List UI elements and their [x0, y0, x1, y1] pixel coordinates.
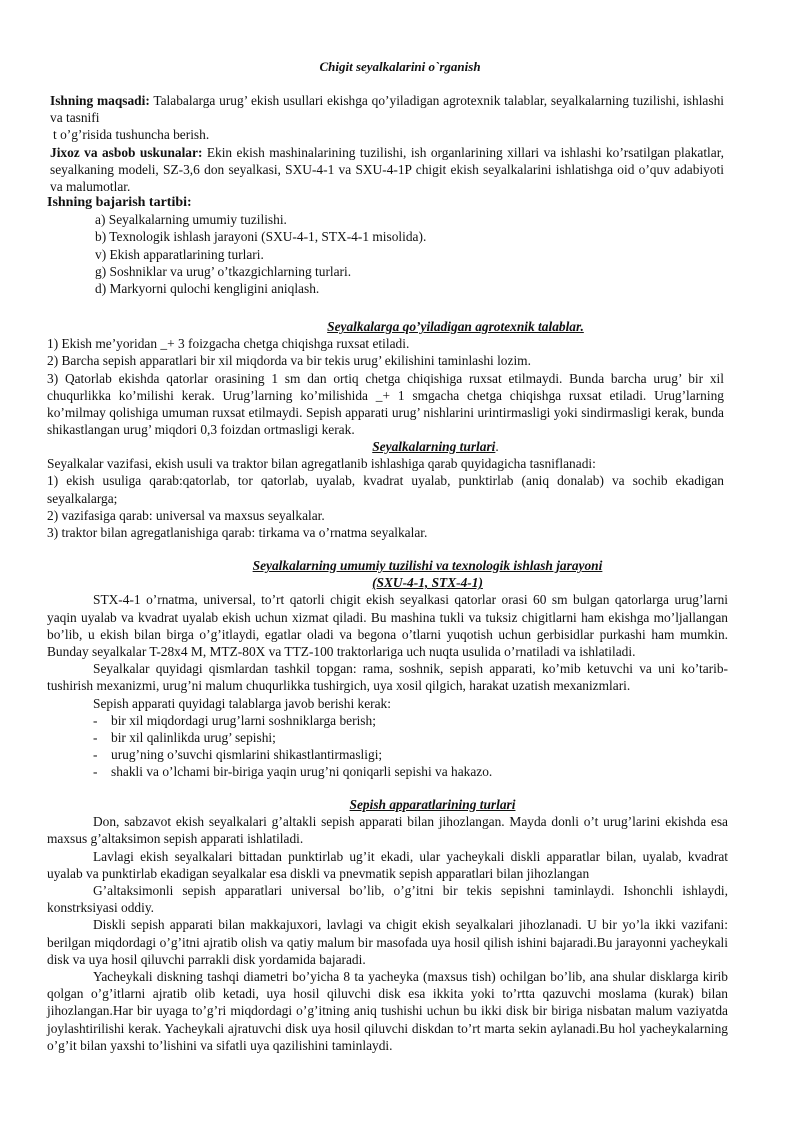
intro-section: [50, 92, 724, 195]
document-title: Chigit seyalkalarini o`rganish: [319, 59, 481, 74]
requirement-2: 2) Barcha sepish apparatlari bir xil miqdorda va bir tekis urug’ ekilishini taminlashi lozim.: [47, 353, 531, 369]
apparatus-paragraph-5: Yacheykali diskning tashqi diametri bo’yicha 8 ta yacheyka (maxsus tish) ochilgan bo’lib, ana shular disklarga kirib qolgan o’g’itlarni ajratib olib ketadi, uya hosil qiluvchi disk esa ikkita yoki to’rtta qazuvchi moslama (kurak) bilan jihozlangan.Har bir uyaga to’g’ri miqdordagi o’g’itning aniq tushishi uchun bu ikki disk bir biriga nisbatan malum vaziyatda joylashtirilishi kerak. Yacheykali ajratuvchi disk uya hosil qiluvchi diskdan to’rt marta sekin aylanadi.Bu hol yacheykalarning o’g’it bilan yaxshi to’lishini va sifatli uya qazilishini taminlaydi.: [47, 969, 728, 1053]
structure-heading-2: (SXU-4-1, STX-4-1): [372, 575, 483, 591]
apparatus-paragraph-4: Diskli sepish apparati bilan makkajuxori, lavlagi va chigit ekish seyalkalari jihozlanadi. U bir yo’la ikki vazifani: berilgan miqdordagi o’g’itni ajratib olish va qatiy malum bir masofada uya hosil qilish ishini bajaradi.Bu jarayonni yacheykali disk va uya hosil qiluvchi parrakli disk yordamida bajaradi.: [47, 917, 728, 967]
types-item-2: 2) vazifasiga qarab: universal va maxsus seyalkalar.: [47, 507, 325, 523]
types-heading: Seyalkalarning turlari.: [372, 439, 499, 454]
types-intro: Seyalkalar vazifasi, ekish usuli va traktor bilan agregatlanib ishlashiga qarab quyidagicha tasniflanadi:: [47, 456, 596, 472]
dash-list-item: - urug’ning o’suvchi qismlarini shikastlantirmasligi;: [93, 747, 383, 763]
equipment-text: Ekin ekish mashinalarining tuzilishi, ish organlarining xillari va ishlashi ko’rsatilgan plakatlar, seyalkaning modeli, SZ-3,6 don seyalkasi, SXU-4-1 va SXU-4-1P chigit ekish seyalkalarini ishlatishga oid o’quv adabiyoti va malumotlar.: [50, 144, 724, 195]
procedure-heading: Ishning bajarish tartibi:: [47, 195, 192, 210]
procedure-item: a) Seyalkalarning umumiy tuzilishi.: [95, 212, 287, 228]
procedure-item: v) Ekish apparatlarining turlari.: [95, 246, 264, 262]
structure-paragraph-3: Sepish apparati quyidagi talablarga javob berishi kerak:: [93, 695, 391, 711]
requirements-heading: Seyalkalarga qo’yiladigan agrotexnik talablar.: [327, 319, 584, 334]
types-item-3: 3) traktor bilan agregatlanishiga qarab: tirkama va o’rnatma seyalkalar.: [47, 525, 428, 541]
types-section: [47, 438, 724, 541]
objective-label: Ishning maqsadi:: [50, 93, 150, 108]
apparatus-section: [47, 796, 728, 1054]
objective-paragraph: [50, 92, 724, 126]
procedure-list: [47, 211, 727, 297]
requirements-dash-list: [47, 712, 728, 781]
apparatus-paragraph-1: Don, sabzavot ekish seyalkalari g’altakli sepish apparati bilan jihozlangan. Mayda donli o’t urug’larini ekishda esa maxsus g’altaksimon sepish apparati ishlatiladi.: [47, 814, 728, 847]
structure-section: [47, 557, 728, 781]
structure-paragraph-2: Seyalkalar quyidagi qismlardan tashkil topgan: rama, soshnik, sepish apparati, ko’mib ketuvchi va uni ko’tarib-tushirish mexanizmi, urug’ni malum chuqurlikka tushirgich, uya xosil qilgich, harakat uzatish mexanizmlari.: [47, 661, 728, 694]
apparatus-paragraph-2: Lavlagi ekish seyalkalari bittadan punktirlab ug’it ekadi, ular yacheykali diskli apparatlar bilan, uyalab, kvadrat uyalab va punktirlab ekadigan seyalkalar esa diskli va pnevmatik sepish apparatlari bilan jihozlangan: [47, 848, 728, 881]
apparatus-heading: Sepish apparatlarining turlari: [349, 797, 516, 812]
procedure-section: [47, 194, 727, 297]
types-item-1: 1) ekish usuliga qarab:qatorlab, tor qatorlab, uyalab, kvadrat uyalab, punktirlab (aniq donalab) va sochib ekadigan seyalkalarga;: [47, 473, 724, 506]
dash-list-item: - shakli va o’lchami bir-biriga yaqin urug’ni qoniqarli sepishi va hakazo.: [93, 764, 493, 780]
requirement-1: 1) Ekish me’yoridan _+ 3 foizgacha chetga chiqishga ruxsat etiladi.: [47, 336, 410, 352]
dash-list-item: - bir xil miqdordagi urug’larni soshniklarga berish;: [93, 712, 376, 728]
structure-paragraph-1: STX-4-1 o’rnatma, universal, to’rt qatorli chigit ekish seyalkasi qatorlar orasi 60 sm bulgan qatorlarga urug’larni yaqin uyalab va kvadrat uyalab ekish uchun xizmat qiladi. Bu mashina tukli va tuksiz chigitlarni ham ekishga mo’ljallangan bo’lib, u ekish bilan birga o’g’itlaydi, egatlar oladi va begona o’tlarni yuqotish uchun gerbisidlar purkashi ham mumkin. Bunday seyalkalar T-28x4 M, MTZ-80X va TTZ-100 traktorlariga uch nuqta usulida o’rnatiladi va ishlatiladi.: [47, 592, 728, 660]
requirements-section: [47, 318, 724, 438]
dash-list-item: - bir xil qalinlikda urug’ sepishi;: [93, 730, 276, 746]
requirement-3: 3) Qatorlab ekishda qatorlar orasining 1 sm dan ortiq chetga chiqishiga ruxsat etilmaydi. Bunda barcha urug’ bir xil chuqurlikka ko’milishi kerak. Urug’larning ko’milishida _+ 1 smgacha chetga chiqishga ruxsat etiladi. Urug’larning ko’milmay qolishiga umuman ruxsat etilmaydi. Sepish apparati urug’ nishlarini urintirmasligi yoki sindirmasligi kerak, bunda shikastlangan urug’ miqdori 0,3 foizdan ortmasligi kerak.: [47, 370, 724, 438]
structure-heading-1: Seyalkalarning umumiy tuzilishi va texnologik ishlash jarayoni: [252, 558, 603, 573]
procedure-item: d) Markyorni qulochi kengligini aniqlash.: [95, 281, 320, 297]
objective-text: Talabalarga urug’ ekish usullari ekishga qo’yiladigan agrotexnik talablar, seyalkalarning tuzilishi, ishlashi va tasnifi: [50, 93, 724, 126]
equipment-paragraph: [50, 144, 724, 196]
apparatus-paragraph-3: G’altaksimonli sepish apparatlari universal bo’lib, o’g’itni bir tekis sepishni taminlaydi. Ishonchli ishlaydi, konstrksiyasi oddiy.: [47, 883, 728, 916]
procedure-item: g) Soshniklar va urug’ o’tkazgichlarning turlari.: [95, 263, 352, 279]
procedure-item: b) Texnologik ishlash jarayoni (SXU-4-1, STX-4-1 misolida).: [95, 229, 427, 245]
equipment-label: Jixoz va asbob uskunalar:: [50, 144, 203, 160]
objective-continuation: t o’g’risida tushuncha berish.: [53, 127, 210, 143]
